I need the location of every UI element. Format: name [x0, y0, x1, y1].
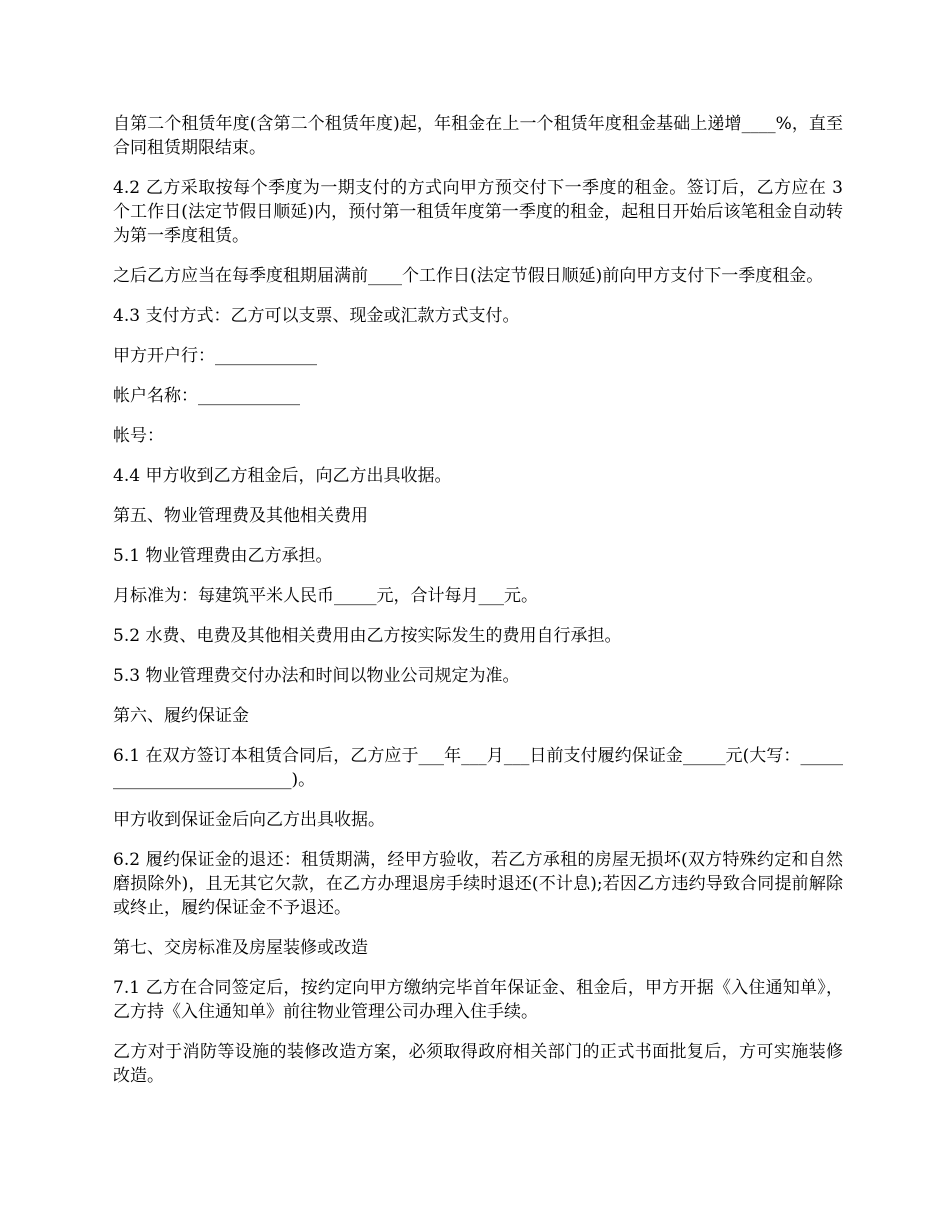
paragraph-5-2: 5.2 水费、电费及其他相关费用由乙方按实际发生的费用自行承担。 — [113, 626, 622, 646]
paragraph-fire-renovation: 乙方对于消防等设施的装修改造方案，必须取得政府相关部门的正式书面批复后，方可实施装修改造。 — [113, 1042, 843, 1086]
paragraph-account-number: 帐号： — [113, 426, 164, 446]
section-heading-7: 第七、交房标准及房屋装修或改造 — [113, 938, 368, 958]
paragraph-account-name: 帐户名称：____________ — [113, 386, 300, 406]
paragraph-4-4: 4.4 甲方收到乙方租金后，向乙方出具收据。 — [113, 466, 452, 486]
document-body — [113, 112, 843, 1104]
section-heading-6: 第六、履约保证金 — [113, 706, 249, 726]
section-heading-5: 第五、物业管理费及其他相关费用 — [113, 506, 368, 526]
paragraph-6-1: 6.1 在双方签订本租赁合同后，乙方应于___年___月___日前支付履约保证金_____元(大写：__________________________)。 — [113, 746, 843, 790]
paragraph-4-2: 4.2 乙方采取按每个季度为一期支付的方式向甲方预交付下一季度的租金。签订后，乙方应在 3 个工作日(法定节假日顺延)内，预付第一租赁年度第一季度的租金，起租日开始后该笔租金自动转为第一季度租赁。 — [113, 178, 843, 246]
paragraph-quarterly-payment: 之后乙方应当在每季度租期届满前____个工作日(法定节假日顺延)前向甲方支付下一季度租金。 — [113, 266, 824, 286]
paragraph-5-3: 5.3 物业管理费交付办法和时间以物业公司规定为准。 — [113, 666, 520, 686]
paragraph-deposit-receipt: 甲方收到保证金后向乙方出具收据。 — [113, 810, 385, 830]
paragraph-rent-increase: 自第二个租赁年度(含第二个租赁年度)起，年租金在上一个租赁年度租金基础上递增____%，直至合同租赁期限结束。 — [113, 114, 843, 158]
paragraph-6-2: 6.2 履约保证金的退还：租赁期满，经甲方验收，若乙方承租的房屋无损坏(双方特殊约定和自然磨损除外)，且无其它欠款，在乙方办理退房手续时退还(不计息);若因乙方违约导致合同提前解除或终止，履约保证金不予退还。 — [113, 850, 843, 918]
paragraph-7-1: 7.1 乙方在合同签定后，按约定向甲方缴纳完毕首年保证金、租金后，甲方开据《入住通知单》，乙方持《入住通知单》前往物业管理公司办理入住手续。 — [113, 978, 843, 1022]
paragraph-bank: 甲方开户行：____________ — [113, 346, 317, 366]
paragraph-4-3: 4.3 支付方式：乙方可以支票、现金或汇款方式支付。 — [113, 306, 520, 326]
paragraph-monthly-standard: 月标准为：每建筑平米人民币_____元，合计每月___元。 — [113, 586, 538, 606]
paragraph-5-1: 5.1 物业管理费由乙方承担。 — [113, 546, 333, 566]
